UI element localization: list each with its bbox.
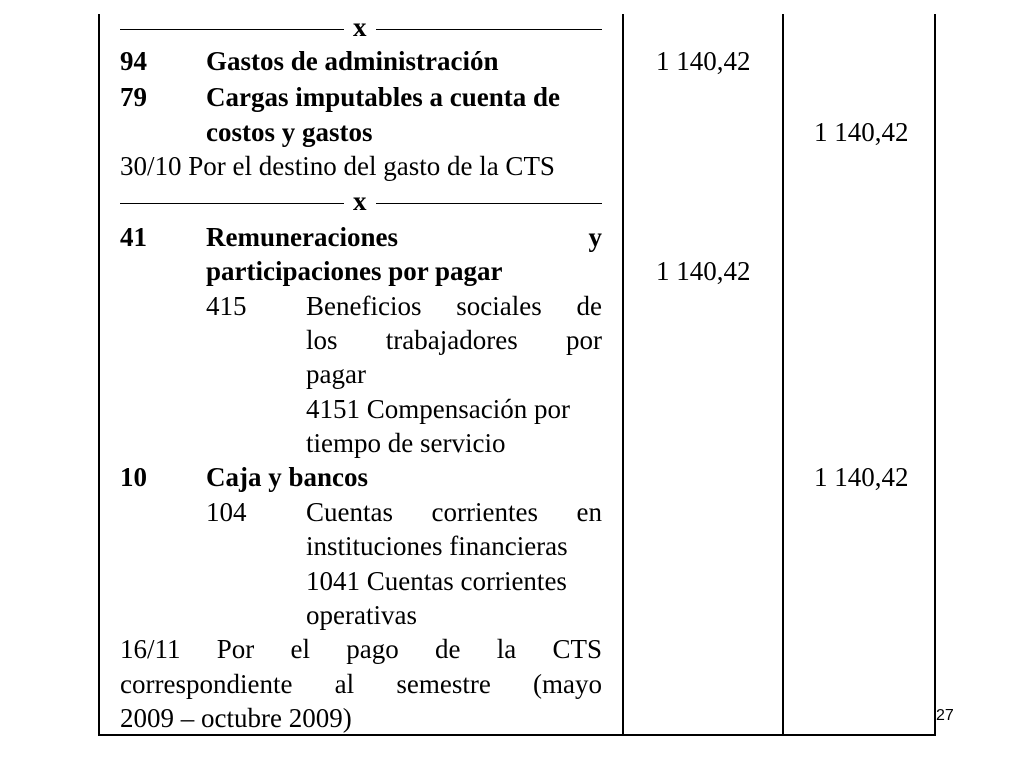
account-name: Cargas imputables a cuenta de <box>206 82 561 112</box>
subaccount-code: 104 <box>206 497 247 527</box>
subaccount-code: 415 <box>206 291 247 321</box>
credit-amount: 1 140,42 <box>814 462 909 492</box>
entry-separator <box>120 186 602 220</box>
account-name: Gastos de administración <box>206 46 499 76</box>
account-name-part: Remuneraciones <box>206 222 398 252</box>
subaccount-name: Beneficios sociales de <box>306 291 602 321</box>
table-left-border <box>98 14 100 736</box>
divisionary-account: tiempo de servicio <box>306 428 506 458</box>
account-name: participaciones por pagar <box>206 256 503 286</box>
debit-amount: 1 140,42 <box>656 256 751 286</box>
divisionary-account: 4151 Compensación por <box>306 394 570 424</box>
account-code: 41 <box>120 222 147 252</box>
subaccount-name: los trabajadores por <box>306 325 602 355</box>
entry-gloss: 2009 – octubre 2009) <box>120 703 352 733</box>
account-name <box>206 220 602 254</box>
entry-gloss: 16/11 Por el pago de la CTS <box>120 634 602 664</box>
subaccount-name: Cuentas corrientes en <box>306 497 602 527</box>
account-name-part: y <box>588 222 602 252</box>
subaccount-name: pagar <box>306 359 366 389</box>
account-name: Caja y bancos <box>206 462 369 492</box>
entry-separator <box>120 12 602 46</box>
column-divider-credit <box>782 14 784 736</box>
debit-amount: 1 140,42 <box>656 46 751 76</box>
entry-gloss: correspondiente al semestre (mayo <box>120 669 602 699</box>
divisionary-account: operativas <box>306 600 417 630</box>
separator-mark: x <box>353 186 367 216</box>
account-code: 94 <box>120 46 147 76</box>
account-code: 79 <box>120 82 147 112</box>
column-divider-debit <box>622 14 624 736</box>
page-number: 27 <box>936 707 954 724</box>
separator-mark: x <box>353 12 367 42</box>
account-name: costos y gastos <box>206 117 373 147</box>
divisionary-account: 1041 Cuentas corrientes <box>306 566 567 596</box>
table-right-border <box>934 14 936 736</box>
entry-gloss: 30/10 Por el destino del gasto de la CTS <box>120 151 555 181</box>
credit-amount: 1 140,42 <box>814 117 909 147</box>
account-code: 10 <box>120 462 147 492</box>
subaccount-name: instituciones financieras <box>306 531 568 561</box>
